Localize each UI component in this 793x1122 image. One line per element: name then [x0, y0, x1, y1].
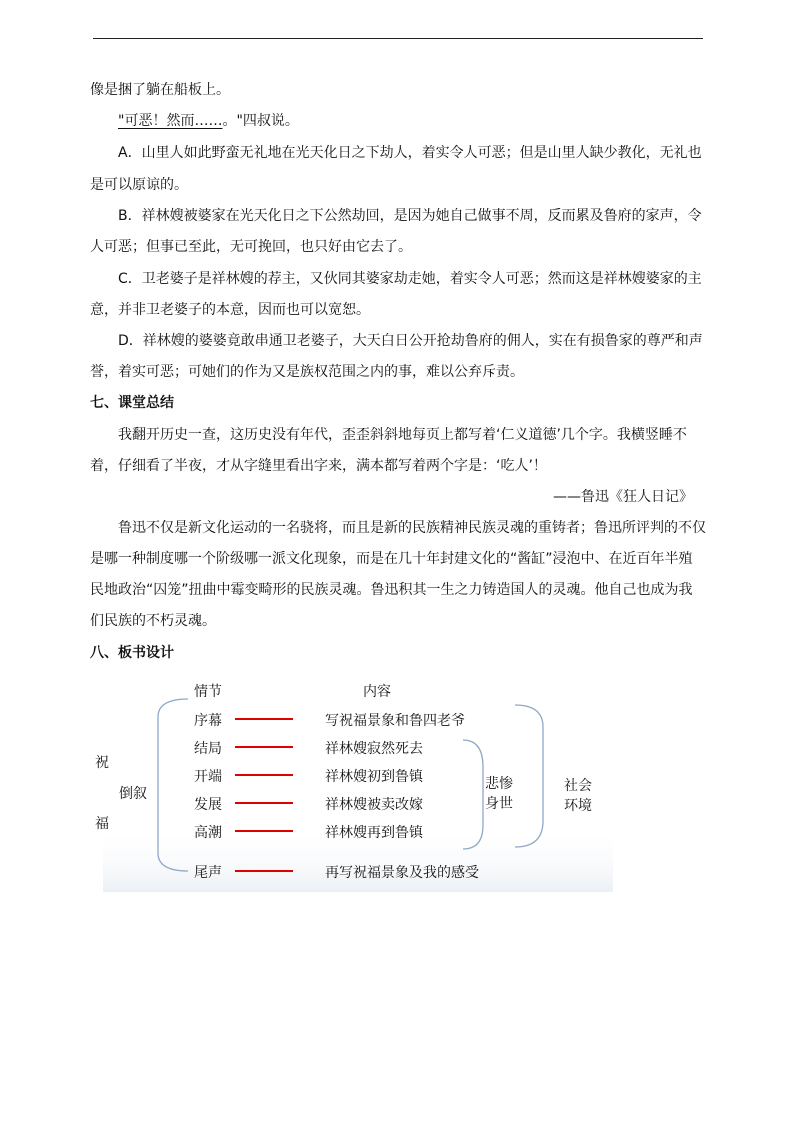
stage-label-2: 结局 — [194, 741, 222, 757]
quote-text-line1: 我翻开历史一查，这历史没有年代，歪歪斜斜地每页上都写着‘仁义道德’几个字。我横竖睡不 — [118, 427, 687, 443]
quote-source: ——鲁迅《狂人日记》 — [553, 489, 693, 505]
fate-label-1: 悲惨 — [485, 776, 513, 792]
stage-label-4: 发展 — [194, 797, 222, 813]
content-label-2: 祥林嫂寂然死去 — [325, 741, 423, 757]
option-b-line2: 人可恶；但事已至此，无可挽回，也只好由它去了。 — [90, 239, 412, 255]
header-rule — [93, 38, 703, 39]
option-d-line2: 誉，着实可恶；可她们的作为又是族权范围之内的事，难以公弃斥责。 — [90, 364, 524, 380]
society-label-2: 环境 — [564, 798, 592, 814]
option-c-line2: 意，并非卫老婆子的本意，因而也可以宽恕。 — [90, 302, 370, 318]
stage-label-3: 开端 — [194, 769, 222, 785]
summary-line4: 们民族的不朽灵魂。 — [90, 613, 216, 629]
header-plot: 情节 — [194, 684, 222, 700]
stage-label-5: 高潮 — [194, 825, 222, 841]
fate-label-2: 身世 — [485, 796, 513, 812]
summary-line1: 鲁迅不仅是新文化运动的一名骁将，而且是新的民族精神民族灵魂的重铸者；鲁迅所评判的不仅 — [118, 520, 706, 536]
option-c-line1: C．卫老婆子是祥林嫂的荐主，又伙同其婆家劫走她，着实令人可恶；然而这是祥林嫂婆家的主 — [118, 271, 702, 287]
option-d-line1: D．祥林嫂的婆婆竟敢串通卫老婆子，大天白日公开抢劫鲁府的佣人，实在有损鲁家的尊严和声 — [118, 333, 703, 349]
title-char-2: 福 — [95, 816, 109, 832]
society-label-1: 社会 — [564, 778, 592, 794]
header-content: 内容 — [363, 684, 391, 700]
content-label-5: 祥林嫂再到鲁镇 — [325, 825, 423, 841]
title-char-1: 祝 — [95, 755, 109, 771]
content-label-3: 祥林嫂初到鲁镇 — [325, 769, 423, 785]
option-a-line2: 是可以原谅的。 — [90, 177, 188, 193]
summary-line3: 民地政治“囚笼”扭曲中霉变畸形的民族灵魂。鲁迅积其一生之力铸造国人的灵魂。他自己也成为我 — [90, 582, 693, 598]
content-label-1: 写祝福景象和鲁四老爷 — [325, 713, 465, 729]
society-bracket — [515, 705, 543, 847]
quote-text-line2: 着，仔细看了半夜，才从字缝里看出字来，满本都写着两个字是：‘吃人’！ — [90, 458, 547, 474]
content-label-4: 祥林嫂被卖改嫁 — [325, 797, 423, 813]
stage-label-6: 尾声 — [194, 865, 222, 881]
section-7-title: 七、课堂总结 — [90, 395, 174, 411]
section-8-title: 八、板书设计 — [90, 645, 174, 661]
quote-tail: 。"四叔说。 — [222, 113, 299, 129]
blackboard-diagram — [95, 677, 613, 892]
quote-lead: "可恶！然而…… — [118, 113, 223, 129]
summary-line2: 是哪一种制度哪一个阶级哪一派文化现象，而是在几十年封建文化的“酱缸”浸泡中、在近百年半殖 — [90, 551, 693, 567]
option-b-line1: B．祥林嫂被婆家在光天化日之下公然劫回，是因为她自己做事不周，反而累及鲁府的家声，令 — [118, 208, 702, 224]
option-a-line1: A．山里人如此野蛮无礼地在光天化日之下劫人，着实令人可恶；但是山里人缺少教化，无礼也 — [118, 145, 702, 161]
stage-label-1: 序幕 — [194, 713, 222, 729]
narrative-label: 倒叙 — [119, 786, 147, 802]
content-label-6: 再写祝福景象及我的感受 — [325, 865, 479, 881]
paragraph-line: 像是捆了躺在船板上。 — [90, 82, 230, 98]
quote-line — [118, 111, 705, 131]
